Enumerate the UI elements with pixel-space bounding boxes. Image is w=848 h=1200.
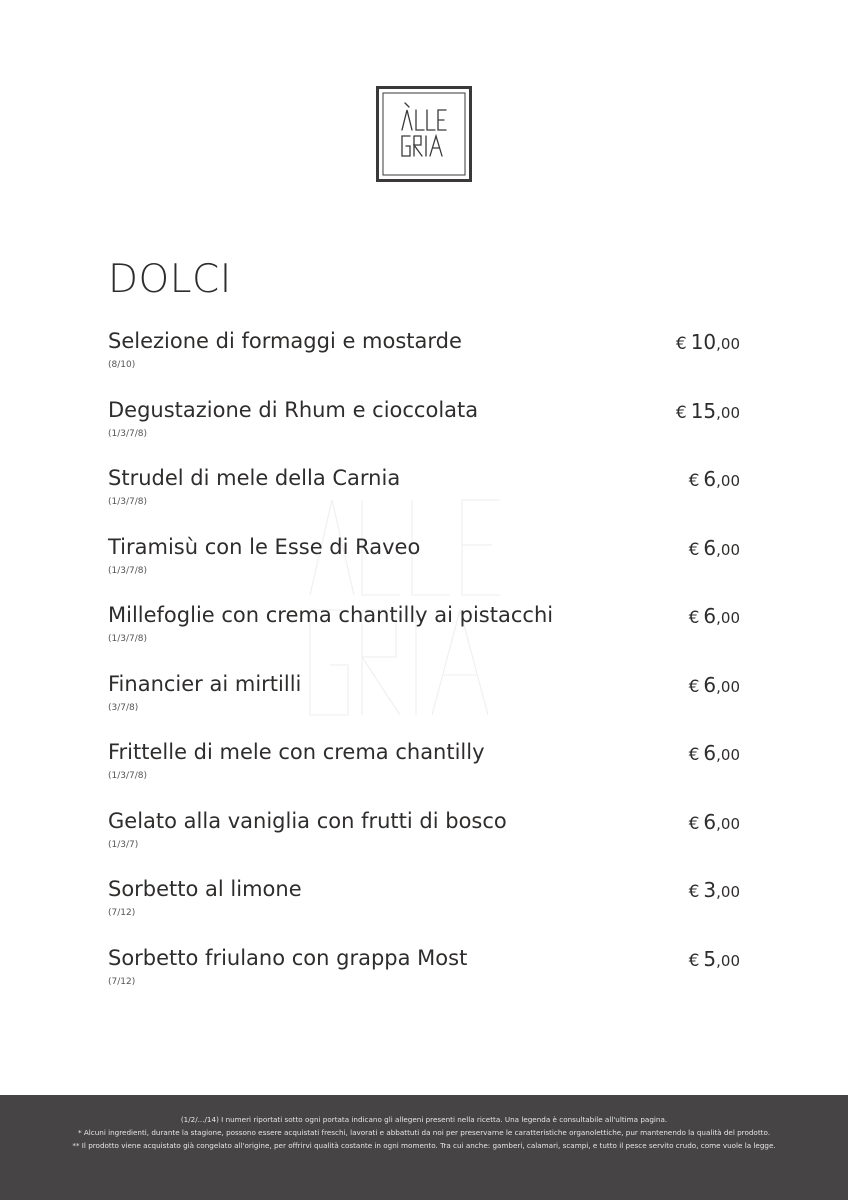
price-integer: 6 (703, 604, 717, 628)
footer-allergen-note: (1/2/.../14) I numeri riportati sotto ogni portata indicano gli allegeni presenti nella ricetta. Una legenda è consultabile all'ultima pagina. (180, 1115, 668, 1124)
price-cents: ,00 (716, 609, 740, 627)
item-name: Degustazione di Rhum e cioccolata (108, 397, 479, 422)
price-cents: ,00 (716, 403, 740, 422)
item-name: Millefoglie con crema chantilly ai pistacchi (108, 603, 554, 627)
price-integer: 6 (703, 741, 717, 765)
menu-item (108, 532, 740, 601)
item-allergens: (1/3/7/8) (108, 634, 148, 644)
item-allergens: (7/12) (108, 976, 136, 987)
price-integer: 6 (703, 467, 717, 491)
currency-symbol: € (688, 745, 700, 765)
currency-symbol: € (675, 334, 687, 354)
item-allergens: (1/3/7/8) (108, 428, 148, 439)
currency-symbol: € (688, 882, 700, 902)
item-price (689, 739, 740, 769)
item-allergens: (1/3/7/8) (108, 497, 148, 507)
menu-item (108, 737, 740, 806)
currency-symbol: € (688, 471, 700, 491)
price-cents: ,00 (716, 951, 740, 970)
item-allergens: (1/3/7/8) (108, 771, 148, 781)
footer-fresh-note: * Alcuni ingredienti, durante la stagione, possono essere acquistati freschi, lavorati e abbattuti da noi per preservarne le caratteristiche organolettiche, pur mantenendo la qualità del prodotto. (77, 1128, 771, 1137)
menu-item (108, 806, 740, 875)
price-integer: 6 (703, 672, 717, 697)
menu-list (108, 326, 740, 1011)
price-integer: 5 (703, 946, 717, 971)
currency-symbol: € (688, 950, 700, 971)
item-name: Gelato alla vaniglia con frutti di bosco (108, 808, 507, 833)
menu-item (108, 669, 740, 738)
currency-symbol: € (688, 539, 700, 560)
item-allergens: (1/3/7) (108, 839, 139, 850)
item-allergens: (7/12) (108, 908, 136, 918)
item-allergens: (3/7/8) (108, 702, 139, 713)
currency-symbol: € (688, 608, 700, 628)
price-cents: ,00 (716, 814, 740, 833)
footer-notes (0, 1095, 848, 1200)
currency-symbol: € (688, 813, 700, 834)
item-name: Sorbetto al limone (108, 877, 302, 901)
item-price (689, 876, 740, 906)
price-cents: ,00 (716, 883, 740, 901)
allegria-logo (376, 86, 472, 182)
menu-item (108, 943, 740, 1012)
price-cents: ,00 (716, 746, 740, 764)
item-price (689, 945, 740, 975)
item-allergens: (1/3/7/8) (108, 565, 148, 576)
price-integer: 3 (703, 878, 717, 902)
menu-item (108, 326, 740, 395)
item-price (689, 671, 740, 701)
menu-item (108, 463, 740, 532)
currency-symbol: € (688, 676, 700, 697)
price-integer: 6 (703, 535, 717, 560)
section-title: DOLCI (108, 257, 232, 302)
item-name: Financier ai mirtilli (108, 671, 302, 696)
item-allergens: (8/10) (108, 360, 136, 370)
price-integer: 10 (690, 330, 717, 354)
item-name: Frittelle di mele con crema chantilly (108, 740, 485, 764)
menu-item (108, 874, 740, 943)
item-price (689, 465, 740, 495)
item-name: Tiramisù con le Esse di Raveo (108, 534, 421, 559)
price-cents: ,00 (716, 472, 740, 490)
price-cents: ,00 (716, 540, 740, 559)
price-cents: ,00 (716, 335, 740, 353)
item-name: Selezione di formaggi e mostarde (108, 329, 462, 353)
currency-symbol: € (675, 402, 687, 423)
item-price (689, 534, 740, 564)
price-integer: 6 (703, 809, 717, 834)
footer-frozen-note: ** Il prodotto viene acquistato già congelato all'origine, per offrirvi qualità costante in ogni momento. Tra cui anche: gamberi, calamari, scampi, e tutto il pesce servito crudo, come vuole la legge. (72, 1141, 776, 1150)
price-cents: ,00 (716, 677, 740, 696)
menu-item (108, 600, 740, 669)
item-name: Strudel di mele della Carnia (108, 466, 401, 490)
price-integer: 15 (690, 398, 717, 423)
item-name: Sorbetto friulano con grappa Most (108, 945, 468, 970)
item-price (689, 808, 740, 838)
item-price (676, 397, 740, 427)
menu-item (108, 395, 740, 464)
item-price (676, 328, 740, 358)
item-price (689, 602, 740, 632)
